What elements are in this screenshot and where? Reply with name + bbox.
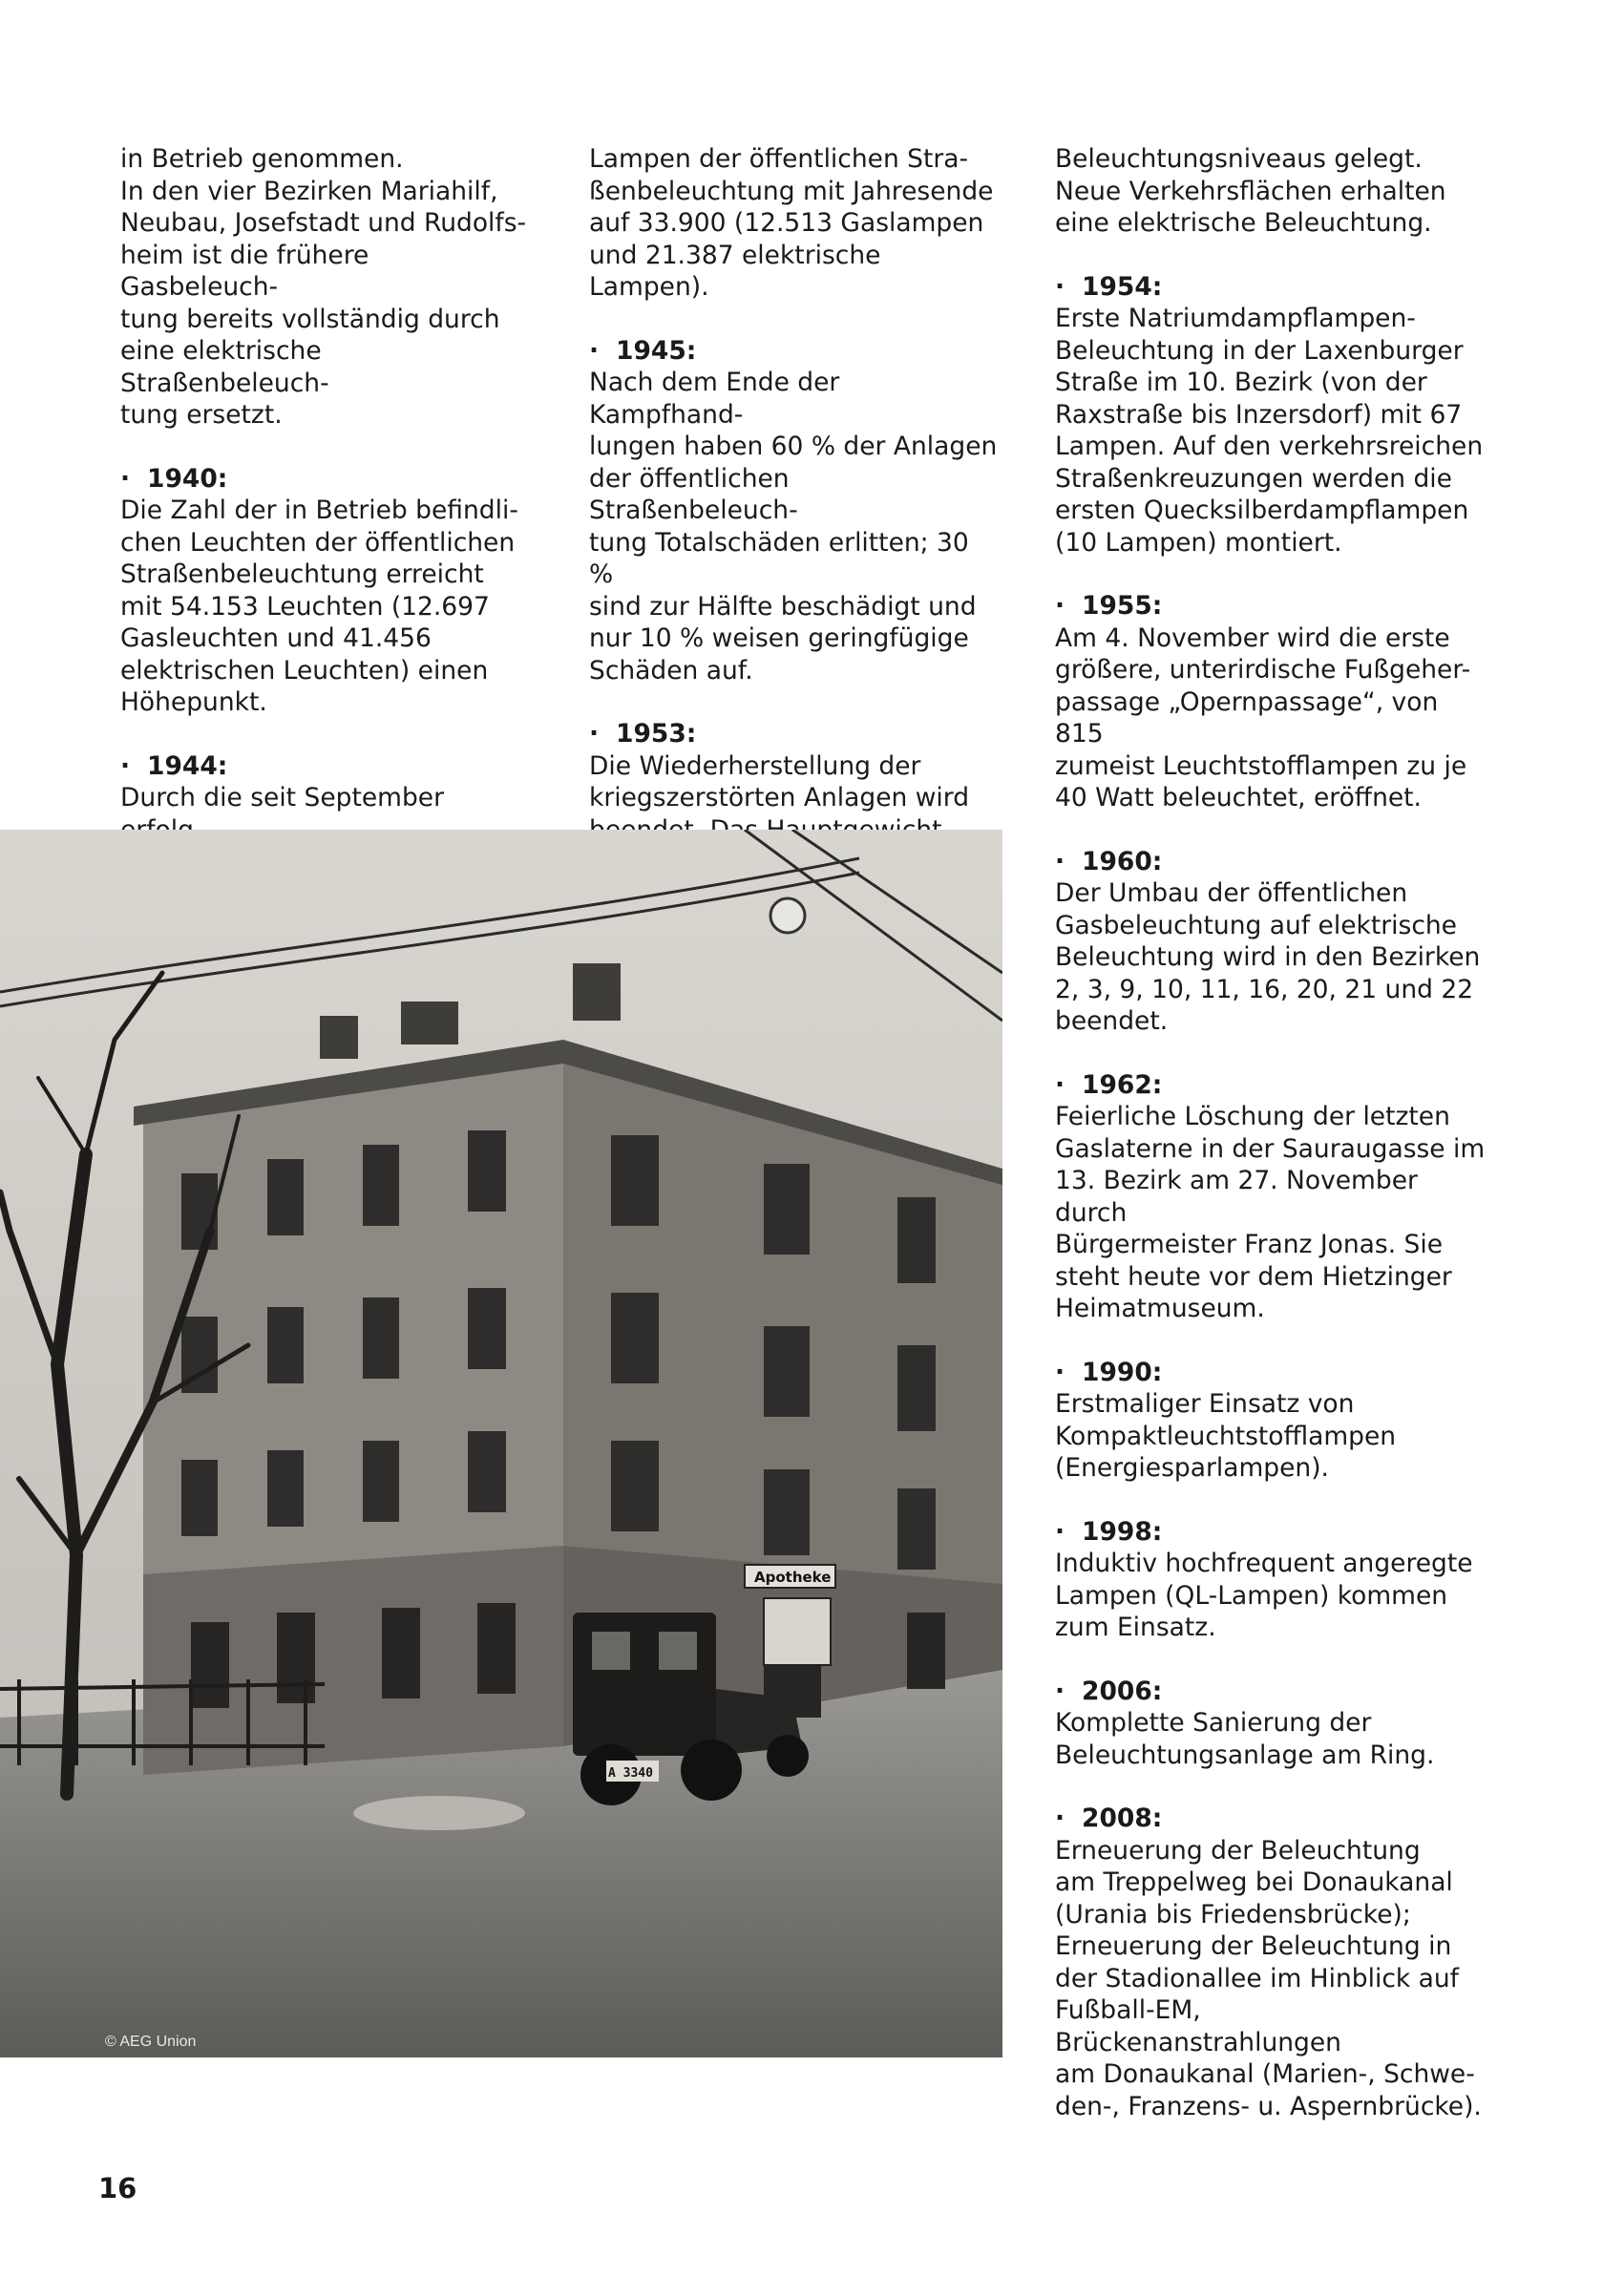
timeline-entry-1962 — [1055, 1069, 1494, 1325]
entry-text: Induktiv hochfrequent angeregte Lampen (QL-Lampen) kommen zum Einsatz. — [1055, 1549, 1473, 1642]
entry-year: 1960: — [1082, 846, 1163, 876]
bullet: · — [1055, 591, 1065, 621]
historic-street-photo — [0, 830, 1002, 2057]
text-column-2 — [589, 143, 1000, 910]
entry-text: Die Wiederherstellung der kriegszerstörten Anlagen wird — [589, 750, 970, 812]
entry-year: 1954: — [1082, 271, 1163, 302]
chimney — [401, 1002, 458, 1044]
entry-year: 1944: — [147, 750, 228, 781]
pharmacy-sign-text: Apotheke — [754, 1569, 832, 1586]
gravel-pile — [353, 1796, 525, 1830]
entry-text: Nach dem Ende der Kampfhand- lungen haben 60 % der Anlagen der öffentlichen Straßenbeleuch- tung Totalschäden erlitten; 30 % sind zur Hälfte beschädigt und nur 10 % weisen geringfügige Schäden auf. — [589, 368, 998, 686]
timeline-entry-1960 — [1055, 846, 1494, 1038]
timeline-entry-1940 — [120, 463, 531, 719]
text-column-3 — [1055, 143, 1494, 2122]
entry-text: Erneuerung der Beleuchtung am Treppelweg bei Donaukanal (Urania bis Friedensbrücke); Erneuerung der Beleuchtung in der Stadionallee im Hinblick auf Fußball-EM, Brückenanstrahlungen am Donaukanal (Marien-, Schwe- den-, Franzens- u. Aspernbrücke). — [1055, 1835, 1482, 2121]
timeline-entry-1955 — [1055, 590, 1494, 814]
photo-illustration — [0, 830, 1002, 2057]
bullet: · — [589, 719, 600, 749]
entry-text: Der Umbau der öffentlichen Gasbeleuchtung auf elektrische Beleuchtung wird in den Bezirken 2, 3, 9, 10, 11, 16, 20, 21 und 22 beendet. — [1055, 878, 1481, 1036]
street-lamp — [770, 898, 805, 933]
entry-year: 1953: — [616, 719, 697, 749]
entry-text: Komplette Sanierung der Beleuchtungsanlage am Ring. — [1055, 1708, 1435, 1770]
bullet: · — [1055, 1676, 1065, 1706]
chimney — [573, 963, 621, 1021]
bullet: · — [1055, 1357, 1065, 1387]
bullet: · — [1055, 846, 1065, 876]
entry-text: Erstmaliger Einsatz von Kompaktleuchtstofflampen (Energiesparlampen). — [1055, 1389, 1397, 1483]
bullet: · — [1055, 1803, 1065, 1833]
entry-year: 1945: — [616, 335, 697, 366]
timeline-entry-1998 — [1055, 1516, 1494, 1644]
bullet: · — [1055, 1069, 1065, 1100]
chimney — [320, 1016, 358, 1059]
entry-text: Feierliche Löschung der letzten Gaslaterne in der Sauraugasse im 13. Bezirk am 27. November durch Bürgermeister Franz Jonas. Sie steht heute vor dem Hietzinger Heimatmuseum. — [1055, 1102, 1486, 1323]
timeline-entry-2006 — [1055, 1676, 1494, 1772]
photo-credit: © AEG Union — [105, 2034, 197, 2050]
entry-year: 1998: — [1082, 1516, 1163, 1547]
timeline-entry-1945 — [589, 335, 1000, 687]
entry-year: 1955: — [1082, 591, 1163, 621]
entry-text: Durch die seit September — [120, 783, 444, 812]
bullet: · — [120, 750, 131, 781]
notice-board — [764, 1598, 831, 1665]
timeline-entry-2008 — [1055, 1803, 1494, 2122]
timeline-entry-1954 — [1055, 271, 1494, 559]
entry-text: Erste Natriumdampflampen- Beleuchtung in der Laxenburger Straße im 10. Bezirk (von der Raxstraße bis Inzersdorf) mit 67 Lampen. Auf den verkehrsreichen Straßenkreuzungen werden die ersten Quecksilberdampflampen (10 Lampen) montiert. — [1055, 304, 1484, 558]
entry-year: 1940: — [147, 463, 228, 494]
entry-text: Die Zahl der in Betrieb befindli- chen Leuchten der öffentlichen Straßenbeleuchtung erreicht mit 54.153 Leuchten (12.697 Gasleuchten und 41.456 elektrischen Leuchten) einen Höhepunkt. — [120, 496, 518, 717]
bullet: · — [120, 463, 131, 494]
column-intro: Lampen der öffentlichen Stra- ßenbeleuchtung mit Jahresende auf 33.900 (12.513 Gaslampen und 21.387 elektrische Lampen). — [589, 144, 994, 302]
entry-year: 1990: — [1082, 1357, 1163, 1387]
entry-year: 1962: — [1082, 1069, 1163, 1100]
column-intro: Beleuchtungsniveaus gelegt. Neue Verkehrsflächen erhalten eine elektrische Beleuchtung. — [1055, 144, 1446, 238]
timeline-entry-1990 — [1055, 1357, 1494, 1485]
bullet: · — [589, 335, 600, 366]
bullet: · — [1055, 1516, 1065, 1547]
page-number: 16 — [98, 2172, 137, 2204]
text-column-1 — [120, 143, 531, 910]
license-plate-text: A 3340 — [608, 1766, 653, 1781]
entry-text: Am 4. November wird die erste größere, unterirdische Fußgeher- passage „Opernpassage“, von 815 zumeist Leuchtstofflampen zu je 40 Watt beleuchtet, eröffnet. — [1055, 622, 1471, 812]
entry-year: 2006: — [1082, 1676, 1163, 1706]
column-intro: in Betrieb genommen. In den vier Bezirken Mariahilf, Neubau, Josefstadt und Rudolfs- heim ist die frühere Gasbeleuch- tung bereits vollständig durch eine elektrische Straßenbeleuch- tung ersetzt. — [120, 144, 527, 430]
entry-year: 2008: — [1082, 1803, 1163, 1833]
bullet: · — [1055, 271, 1065, 302]
